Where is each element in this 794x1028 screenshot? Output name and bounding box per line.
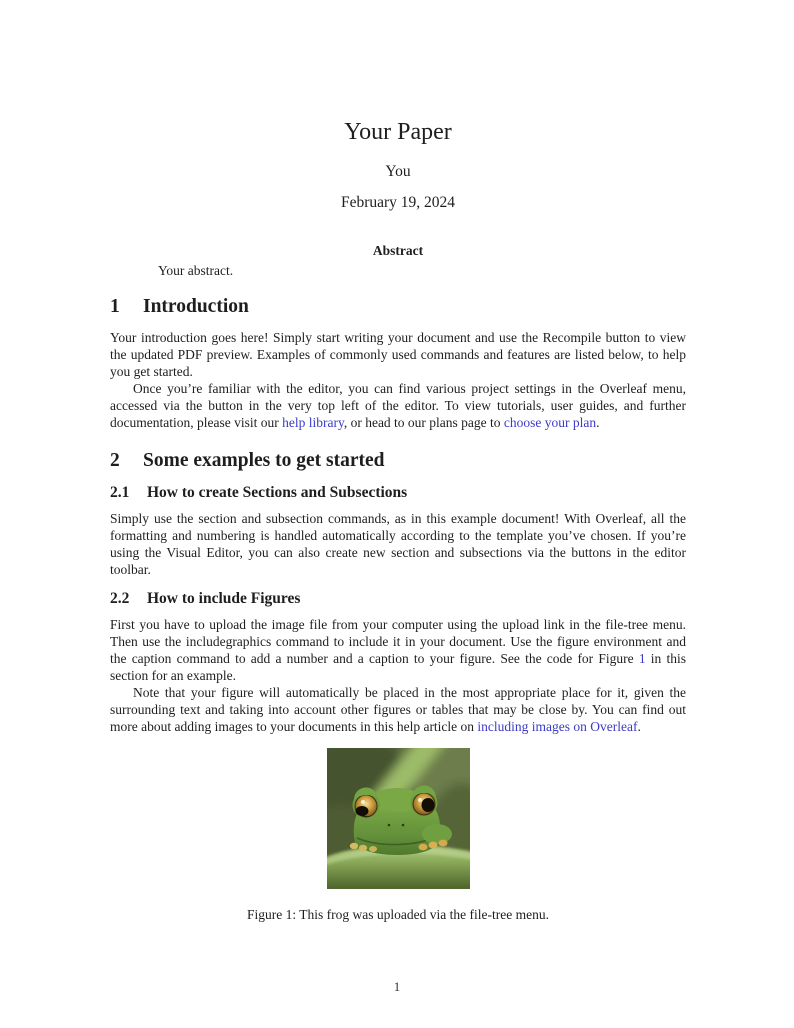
figures-p2-text-1: Note that your figure will automatically be placed in the most appropriate place for it, given the surrounding text and taking into account other figures or tables that may be close by. You can find out more about adding images to your documents in this help article on — [110, 685, 686, 734]
paper-date: February 19, 2024 — [340, 194, 456, 211]
figures-p1-text-1: First you have to upload the image file from your computer using the upload link in the file-tree menu. Then use the includegraphics command to include it in your document. Use the figure environment and the caption command to add a number and a caption to your figure. See the code for Figure — [110, 617, 686, 666]
section-2-1-number: 2.1 — [110, 484, 130, 501]
sections-paragraph: Simply use the section and subsection commands, as in this example document! With Overleaf, all the formatting and numbering is handled automatically according to the template you’ve chosen. If you’re using the Visual Editor, you can also create new section and subsections via the buttons in the editor toolbar. — [110, 511, 686, 577]
page-number: 1 — [393, 979, 401, 994]
section-2-1-heading — [110, 484, 686, 502]
figure-1-ref-link[interactable]: 1 — [638, 651, 646, 666]
section-2-number: 2 — [110, 450, 120, 471]
help-library-link[interactable]: help library — [282, 415, 344, 430]
paper-author: You — [385, 163, 411, 180]
intro-p2-text-2: , or head to our plans page to — [343, 415, 504, 430]
figures-paragraph-1 — [110, 616, 686, 684]
intro-p2-text-1: Once you’re familiar with the editor, you can find various project settings in the Overleaf menu, accessed via the button in the very top left of the editor. To view tutorials, user guides, and further documentation, please visit our — [110, 381, 686, 430]
section-2-2-number: 2.2 — [110, 590, 130, 607]
intro-paragraph-2 — [110, 380, 686, 431]
section-1-heading — [110, 296, 686, 318]
section-2-2-title: How to include Figures — [147, 590, 301, 607]
figures-p2-text-2: . — [637, 719, 641, 734]
choose-your-plan-link[interactable]: choose your plan — [503, 415, 597, 430]
section-2-1-title: How to create Sections and Subsections — [147, 484, 408, 501]
figure-1-caption: Figure 1: This frog was uploaded via the file-tree menu. — [247, 907, 549, 922]
intro-paragraph-1: Your introduction goes here! Simply start writing your document and use the Recompile button to view the updated PDF preview. Examples of commonly used commands and features are listed below, to help you get started. — [110, 330, 686, 379]
including-images-overleaf-link[interactable]: including images on Overleaf — [477, 719, 638, 734]
section-2-2-heading — [110, 590, 686, 608]
figures-p1-text-2: in this section for an example. — [110, 651, 687, 683]
section-2-heading — [110, 450, 686, 472]
figures-paragraph-2 — [110, 684, 686, 735]
section-1-title: Introduction — [143, 296, 249, 317]
section-1-number: 1 — [110, 296, 120, 317]
figure-1-frog-image — [327, 748, 470, 889]
paper-title: Your Paper — [344, 119, 452, 145]
abstract-text: Your abstract. — [158, 263, 234, 278]
section-2-title: Some examples to get started — [143, 450, 385, 471]
intro-p2-text-3: . — [596, 415, 600, 430]
abstract-heading: Abstract — [372, 243, 424, 258]
